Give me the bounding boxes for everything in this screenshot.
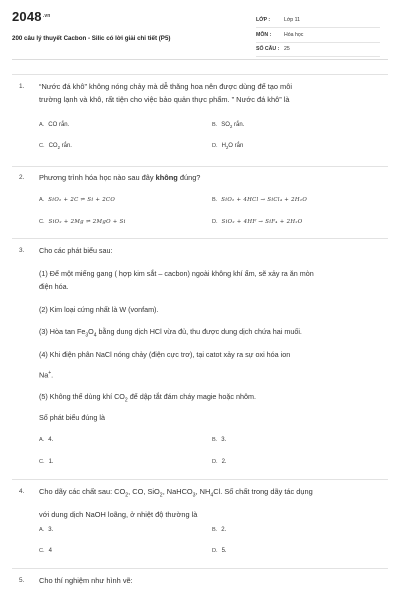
option-letter: D. (212, 143, 218, 149)
subject-label: MÔN : (256, 32, 272, 38)
question-5-stem: Cho thí nghiệm như hình vẽ: (39, 576, 133, 585)
option-text: rắn. (59, 143, 72, 149)
question-divider (12, 479, 388, 480)
option-letter: C. (39, 219, 45, 225)
q2-option-b[interactable] (212, 197, 307, 203)
q3-option-c[interactable] (39, 459, 54, 465)
statement-text: Na (39, 370, 49, 380)
question-divider (12, 166, 388, 167)
question-4-stem (39, 485, 391, 521)
subscript: 2 (229, 124, 233, 130)
statement-text: O (88, 327, 94, 336)
q4-option-d[interactable] (212, 548, 227, 554)
option-text: rắn. (232, 122, 245, 128)
statement-line: (1) Để một miếng gang ( hợp kim sắt – cacbon) ngoài không khí ẩm, sẽ xảy ra ăn mòn (39, 269, 314, 278)
option-text: 2. (221, 459, 227, 465)
option-letter: B. (212, 437, 218, 443)
question-2-number: 2. (19, 174, 25, 181)
subscript: 2 (159, 492, 163, 499)
option-text: CO (48, 143, 58, 149)
class-value: Lớp 11 (284, 17, 300, 23)
class-label: LỚP : (256, 17, 271, 23)
option-formula: SiO₂ + 2Mg ⇌ 2MgO + Si (48, 219, 126, 225)
logo-text: 2048 (12, 9, 42, 24)
question-1-number: 1. (19, 83, 25, 90)
statement-text: để dập tắt đám cháy magie hoặc nhôm. (127, 392, 256, 401)
option-letter: B. (212, 197, 218, 203)
q1-option-c[interactable] (39, 143, 72, 150)
subject-value: Hóa học (284, 32, 304, 38)
option-text: 2. (221, 527, 227, 533)
stem-text: đúng? (177, 173, 201, 182)
meta-divider (256, 42, 380, 43)
q3-option-d[interactable] (212, 459, 227, 465)
question-divider (12, 238, 388, 239)
question-3-prompt: Số phát biểu đúng là (39, 413, 105, 422)
q1-option-a[interactable] (39, 122, 69, 128)
option-formula: SiO₂ + 2C ⇌ Si + 2CO (48, 197, 116, 203)
option-text: CO rắn. (48, 122, 70, 128)
q2-option-c[interactable] (39, 219, 126, 225)
option-text: 5. (221, 548, 227, 554)
stem-line: “Nước đá khô” không nóng chảy mà dễ thăng hoa nên được dùng để tạo môi (39, 82, 292, 91)
subscript: 4 (210, 492, 214, 499)
option-letter: A. (39, 197, 45, 203)
option-text: 3. (48, 527, 54, 533)
stem-text: Cho dãy các chất sau: CO (39, 487, 126, 496)
question-5-number: 5. (19, 577, 25, 584)
option-formula: SiO₂ + 4HCl → SiCl₄ + 2H₂O (221, 197, 308, 203)
option-letter: B. (212, 527, 218, 533)
question-3-number: 3. (19, 247, 25, 254)
q1-option-b[interactable] (212, 122, 244, 129)
option-letter: A. (39, 437, 45, 443)
stem-text: , NaHCO (162, 487, 193, 496)
subscript: 3 (192, 492, 196, 499)
option-text: 3. (221, 437, 227, 443)
subscript: 4 (93, 332, 97, 339)
q2-option-a[interactable] (39, 197, 115, 203)
option-letter: B. (212, 122, 218, 128)
subscript: 2 (225, 145, 229, 151)
subscript: 2 (124, 397, 128, 404)
question-divider (12, 74, 388, 75)
option-letter: A. (39, 527, 45, 533)
q4-option-b[interactable] (212, 527, 226, 533)
statement-4 (39, 348, 391, 381)
question-count-label: SỐ CÂU : (256, 46, 280, 52)
subscript: 2 (125, 492, 129, 499)
subscript: 2 (57, 145, 60, 151)
logo-suffix: .vn (42, 13, 51, 19)
statement-line: (4) Khi điện phân NaCl nóng chảy (điện cực trơ), tại catot xảy ra sự oxi hóa ion (39, 350, 291, 359)
stem-emphasis: không (155, 173, 178, 182)
option-formula: SiO₂ + 4HF → SiF₄ + 2H₂O (221, 219, 303, 225)
option-letter: D. (212, 548, 218, 554)
option-letter: D. (212, 219, 218, 225)
question-4-number: 4. (19, 488, 25, 495)
option-text: H (221, 143, 226, 149)
statement-text: (3) Hòa tan Fe (39, 327, 86, 336)
question-divider (12, 568, 388, 569)
option-letter: C. (39, 143, 45, 149)
stem-text: Cl. Số chất trong dãy tác dụng (213, 487, 313, 496)
subscript: 3 (85, 332, 89, 339)
statement-1 (39, 267, 391, 293)
statement-2: (2) Kim loại cứng nhất là W (vonfam). (39, 305, 159, 314)
option-text: 1. (48, 459, 54, 465)
option-letter: A. (39, 122, 45, 128)
q3-option-b[interactable] (212, 437, 226, 443)
q4-option-a[interactable] (39, 527, 53, 533)
stem-line: với dung dịch NaOH loãng, ở nhiệt độ thường là (39, 510, 198, 520)
option-text: 4 (48, 548, 52, 554)
question-count-value: 25 (284, 46, 290, 52)
option-letter: C. (39, 548, 45, 554)
document-header (0, 0, 400, 62)
document-title: 200 câu lý thuyết Cacbon - Silic có lời giải chi tiết (P5) (12, 35, 171, 42)
option-text: SO (221, 122, 230, 128)
q4-option-c[interactable] (39, 548, 52, 554)
site-logo[interactable] (12, 9, 51, 24)
meta-divider (256, 56, 380, 57)
superscript: + (48, 370, 52, 376)
option-text: O rắn (228, 143, 244, 149)
stem-text: Phương trình hóa học nào sau đây (39, 173, 156, 182)
statement-text: bằng dung dịch HCl vừa đủ, thu được dung dịch chứa hai muối. (96, 327, 302, 336)
statement-text: (5) Không thể dùng khí CO (39, 392, 125, 401)
header-divider (12, 59, 388, 60)
option-letter: C. (39, 459, 45, 465)
question-2-stem (39, 171, 391, 184)
q2-option-d[interactable] (212, 219, 303, 225)
statement-text: . (51, 370, 54, 380)
stem-text: , NH (195, 487, 211, 496)
statement-3 (39, 325, 391, 342)
question-1-stem (39, 80, 391, 106)
question-3-intro: Cho các phát biểu sau: (39, 246, 113, 255)
meta-divider (256, 27, 380, 28)
stem-text: , CO, SiO (128, 487, 160, 496)
q1-option-d[interactable] (212, 143, 243, 150)
q3-option-a[interactable] (39, 437, 53, 443)
option-letter: D. (212, 459, 218, 465)
stem-line: trường lạnh và khô, rất tiện cho việc bảo quản thực phẩm. ” Nước đá khô” là (39, 95, 290, 104)
statement-line: điện hóa. (39, 282, 69, 291)
option-text: 4. (48, 437, 54, 443)
statement-5 (39, 390, 391, 407)
